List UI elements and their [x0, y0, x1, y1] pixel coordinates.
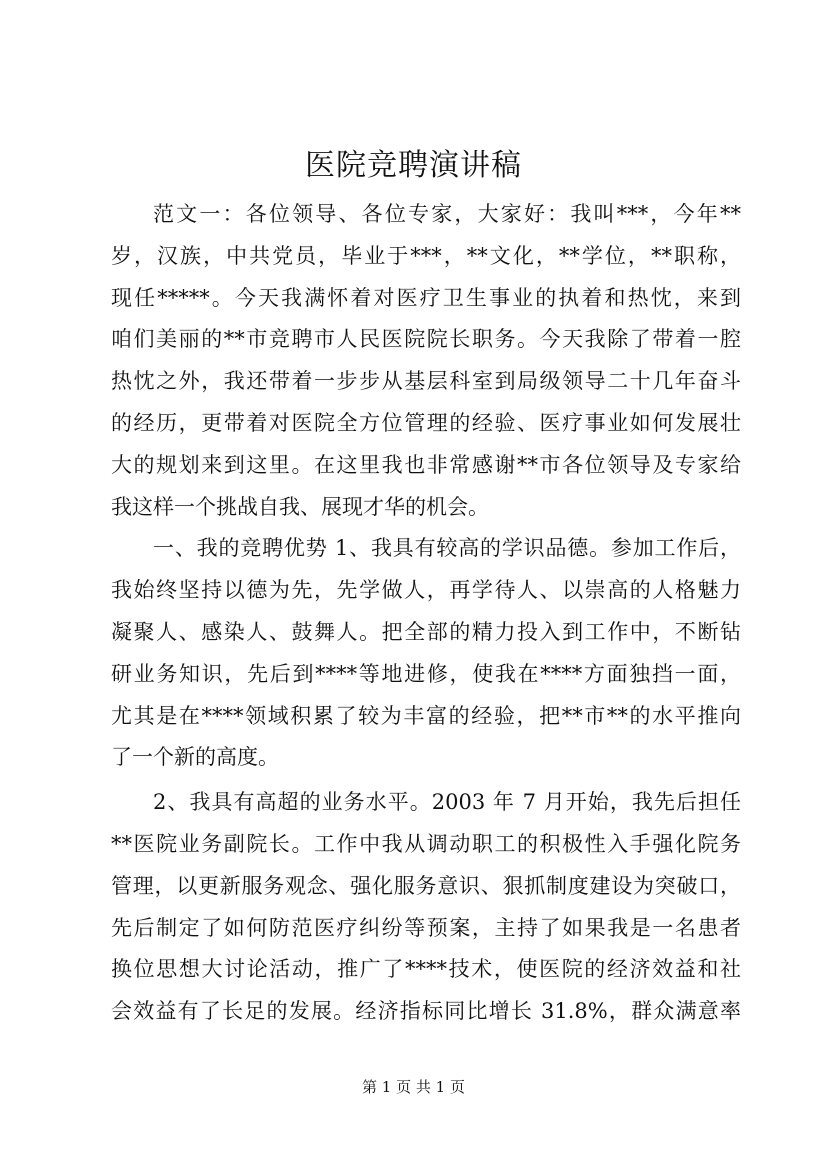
text-line: 管理，以更新服务观念、强化服务意识、狠抓制度建设为突破口， — [111, 873, 741, 898]
text-line: 会效益有了长足的发展。经济指标同比增长 31.8%，群众满意率 — [111, 999, 741, 1024]
document-body — [111, 194, 741, 1033]
text-line: 尤其是在****领域积累了较为丰富的经验，把**市**的水平推向 — [111, 703, 741, 728]
text-line: 我这样一个挑战自我、展现才华的机会。 — [111, 494, 489, 519]
text-line: 2、我具有高超的业务水平。2003 年 7 月开始，我先后担任 — [153, 790, 741, 815]
text-line: 的经历，更带着对医院全方位管理的经验、医疗事业如何发展壮 — [111, 410, 741, 435]
text-line: 了一个新的高度。 — [111, 745, 279, 770]
text-line: 凝聚人、感染人、鼓舞人。把全部的精力投入到工作中，不断钻 — [111, 619, 741, 644]
text-line: 现任*****。今天我满怀着对医疗卫生事业的执着和热忱，来到 — [111, 285, 741, 310]
document-title: 医院竞聘演讲稿 — [305, 148, 522, 183]
paragraph — [111, 782, 741, 1033]
page-footer: 第 1 页 共 1 页 — [362, 1078, 465, 1096]
text-line: 我始终坚持以德为先，先学做人，再学待人、以崇高的人格魅力 — [111, 578, 741, 603]
text-line: 换位思想大讨论活动，推广了****技术，使医院的经济效益和社 — [111, 957, 741, 982]
paragraph — [111, 528, 741, 779]
text-line: 一、我的竞聘优势 1、我具有较高的学识品德。参加工作后， — [153, 536, 741, 561]
text-line: 咱们美丽的**市竞聘市人民医院院长职务。今天我除了带着一腔 — [111, 327, 741, 352]
text-line: 热忱之外，我还带着一步步从基层科室到局级领导二十几年奋斗 — [111, 369, 741, 394]
text-line: 先后制定了如何防范医疗纠纷等预案，主持了如果我是一名患者 — [111, 915, 741, 940]
paragraph — [111, 194, 741, 528]
text-line: 研业务知识，先后到****等地进修，使我在****方面独挡一面， — [111, 661, 741, 686]
text-line: 范文一：各位领导、各位专家，大家好：我叫***，今年** — [153, 202, 741, 226]
text-line: **医院业务副院长。工作中我从调动职工的积极性入手强化院务 — [111, 831, 741, 856]
text-line: 大的规划来到这里。在这里我也非常感谢**市各位领导及专家给 — [111, 452, 741, 477]
text-line: 岁，汉族，中共党员，毕业于***，**文化，**学位，**职称， — [111, 243, 741, 268]
